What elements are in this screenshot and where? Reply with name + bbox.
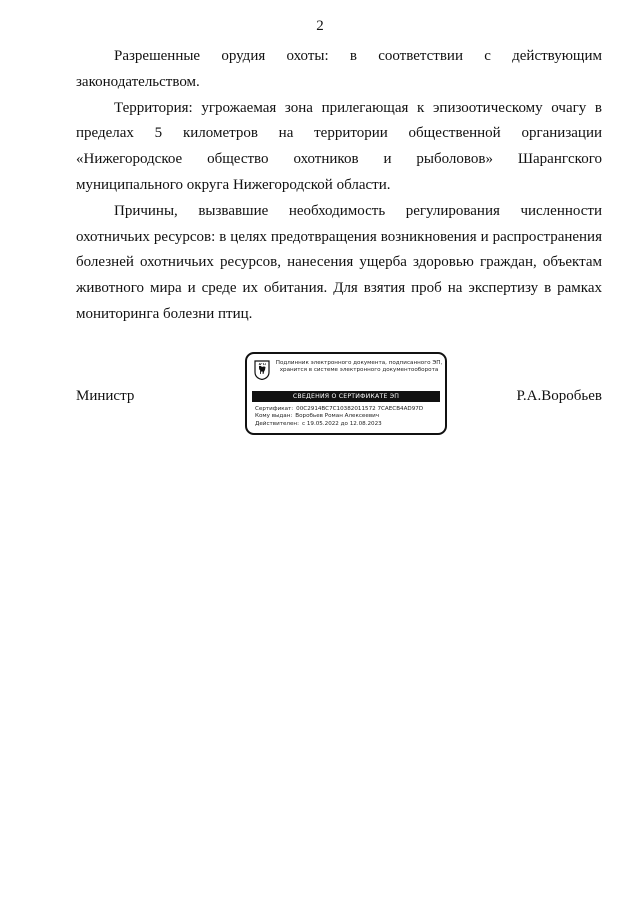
signatory-name: Р.А.Воробьев (516, 388, 602, 404)
issued-to-label: Кому выдан: (255, 413, 293, 420)
electronic-signature-stamp (245, 352, 447, 435)
stamp-valid-row (255, 421, 445, 428)
stamp-header-line1: Подлинник электронного документа, подписанного ЭП, (275, 360, 443, 366)
stamp-issued-to-row (255, 413, 445, 420)
page-number: 2 (316, 18, 324, 34)
signatory-position: Министр (76, 388, 135, 404)
stamp-header-line2: хранится в системе электронного документооборота (279, 367, 439, 373)
document-body (76, 44, 602, 328)
paragraph-territory: Территория: угрожаемая зона прилегающая к эпизоотическому очагу в пределах 5 километров на территории общественной организации «Нижегородское общество охотников и рыболовов» Шарангского муниципального округа Нижегородской области. (76, 99, 602, 193)
issued-to-value: Воробьев Роман Алексеевич (295, 413, 380, 420)
stamp-certificate-title: СВЕДЕНИЯ О СЕРТИФИКАТЕ ЭП (252, 391, 440, 402)
paragraph-hunting-tools: Разрешенные орудия охоты: в соответствии с действующим законодательством. (76, 48, 602, 90)
signature-block (76, 352, 602, 442)
stamp-certificate-row (255, 406, 445, 413)
valid-label: Действителен: (255, 420, 299, 427)
deer-emblem-icon (254, 360, 270, 380)
stamp-header (275, 360, 443, 374)
valid-value: с 19.05.2022 до 12.08.2023 (301, 420, 382, 427)
stamp-details (255, 406, 445, 428)
certificate-value: 00C2914BC7C10382011572 7CAECB4AD97D (296, 406, 424, 412)
paragraph-reasons: Причины, вызвавшие необходимость регулирования численности охотничьих ресурсов: в целях предотвращения возникновения и распространения болезней охотничьих ресурсов, нанесения ущерба здоровью граждан, объектам животного мира и среде их обитания. Для взятия проб на экспертизу в рамках мониторинга болезни птиц. (76, 202, 602, 322)
certificate-label: Сертификат: (255, 406, 294, 412)
